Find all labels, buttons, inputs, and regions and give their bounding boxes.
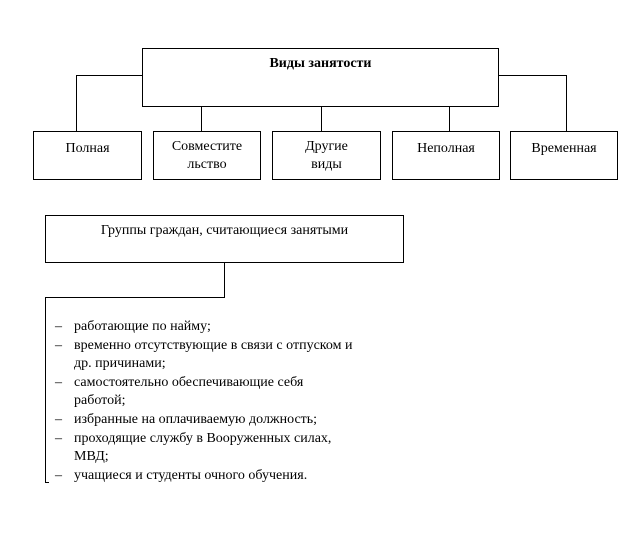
list-item: [55, 411, 415, 430]
employed-groups-title-box: [45, 215, 404, 263]
child-label-2: льство: [187, 157, 227, 172]
dash-bullet: –: [55, 467, 62, 483]
employment-type-temporary: [510, 131, 618, 180]
list-item-line: работающие по найму;: [74, 319, 211, 334]
connector-right-horizontal: [499, 75, 566, 76]
list-item: [55, 430, 415, 467]
groups-connector-vertical: [224, 263, 225, 298]
child-label: Неполная: [417, 141, 475, 156]
dash-bullet: –: [55, 374, 62, 390]
list-item-line: проходящие службу в Вооруженных силах,: [74, 430, 332, 446]
connector-left-vertical: [76, 75, 77, 131]
connector-right-vertical: [566, 75, 567, 131]
list-item-line: временно отсутствующие в связи с отпуском и: [74, 337, 353, 353]
employment-types-title-box: [142, 48, 499, 107]
child-label-2: виды: [311, 157, 342, 172]
child-label: Временная: [531, 141, 597, 156]
employment-type-part-time: [392, 131, 500, 180]
list-item: [55, 374, 415, 411]
connector-center-left: [201, 107, 202, 131]
dash-bullet: –: [55, 319, 62, 334]
list-item: [55, 467, 415, 486]
child-label: Другие: [305, 139, 348, 154]
groups-bracket-vertical: [45, 297, 46, 483]
list-item-line-2: работой;: [74, 393, 126, 409]
employment-types-title: Виды занятости: [269, 56, 372, 71]
connector-center-right: [449, 107, 450, 131]
employed-groups-list: [55, 318, 415, 485]
list-item-line: учащиеся и студенты очного обучения.: [74, 467, 308, 483]
child-label: Совместите: [171, 139, 243, 154]
employed-groups-title: Группы граждан, считающиеся занятыми: [100, 223, 349, 238]
employment-type-combined: [153, 131, 261, 180]
groups-bracket-bottom: [45, 482, 49, 483]
child-label: Полная: [65, 141, 110, 156]
list-item: [55, 318, 415, 337]
connector-center-middle: [321, 107, 322, 131]
list-item: [55, 337, 415, 374]
list-item-line-2: др. причинами;: [74, 356, 166, 372]
dash-bullet: –: [55, 430, 62, 446]
list-item-line-2: МВД;: [74, 449, 109, 465]
connector-left-horizontal: [76, 75, 142, 76]
list-item-line: избранные на оплачиваемую должность;: [74, 411, 318, 427]
groups-connector-horizontal: [45, 297, 225, 298]
dash-bullet: –: [55, 337, 62, 353]
employment-type-full: [33, 131, 142, 180]
list-item-line: самостоятельно обеспечивающие себя: [74, 374, 304, 390]
employment-type-other: [272, 131, 381, 180]
dash-bullet: –: [55, 411, 62, 427]
